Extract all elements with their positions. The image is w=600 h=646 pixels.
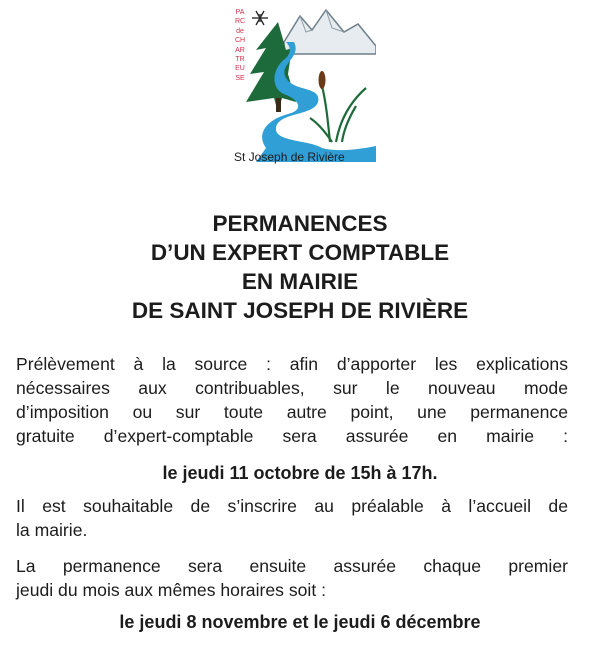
intro-paragraph	[16, 352, 568, 448]
title-line: EN MAIRIE	[241, 269, 359, 294]
title-line: D’UN EXPERT COMPTABLE	[150, 240, 450, 265]
paragraph-line: La permanence sera ensuite assurée chaque premier	[16, 556, 568, 576]
snowflake-icon	[252, 11, 268, 25]
paragraph-line: jeudi du mois aux mêmes horaires soit :	[16, 580, 326, 600]
schedule-paragraph	[16, 554, 568, 602]
park-logo	[226, 2, 376, 168]
paragraph-line: gratuite d’expert-comptable sera assurée en mairie :	[16, 426, 568, 446]
page-title	[0, 209, 600, 325]
next-session-dates: le jeudi 8 novembre et le jeudi 6 décembre	[119, 612, 481, 632]
paragraph-line: nécessaires aux contribuables, sur le nouveau mode	[16, 378, 568, 398]
cattail-head-icon	[319, 71, 326, 89]
title-line: DE SAINT JOSEPH DE RIVIÈRE	[131, 298, 469, 323]
first-session-date: le jeudi 11 octobre de 15h à 17h.	[162, 463, 438, 483]
registration-paragraph	[16, 494, 568, 542]
mountain-icon	[284, 10, 376, 54]
logo-caption: St Joseph de Rivière	[234, 150, 345, 164]
logo-vertical-text: PARC de CHARTREUSE	[234, 9, 246, 82]
paragraph-line: Prélèvement à la source : afin d’apporter les explications	[16, 354, 568, 374]
paragraph-line: d’imposition ou sur toute autre point, une permanence	[16, 402, 568, 422]
chartreuse-park-emblem	[226, 2, 376, 168]
title-line: PERMANENCES	[212, 211, 388, 236]
paragraph-line: Il est souhaitable de s’inscrire au préalable à l’accueil de	[16, 496, 568, 516]
cattail-icon	[310, 86, 366, 142]
paragraph-line: la mairie.	[16, 520, 88, 540]
